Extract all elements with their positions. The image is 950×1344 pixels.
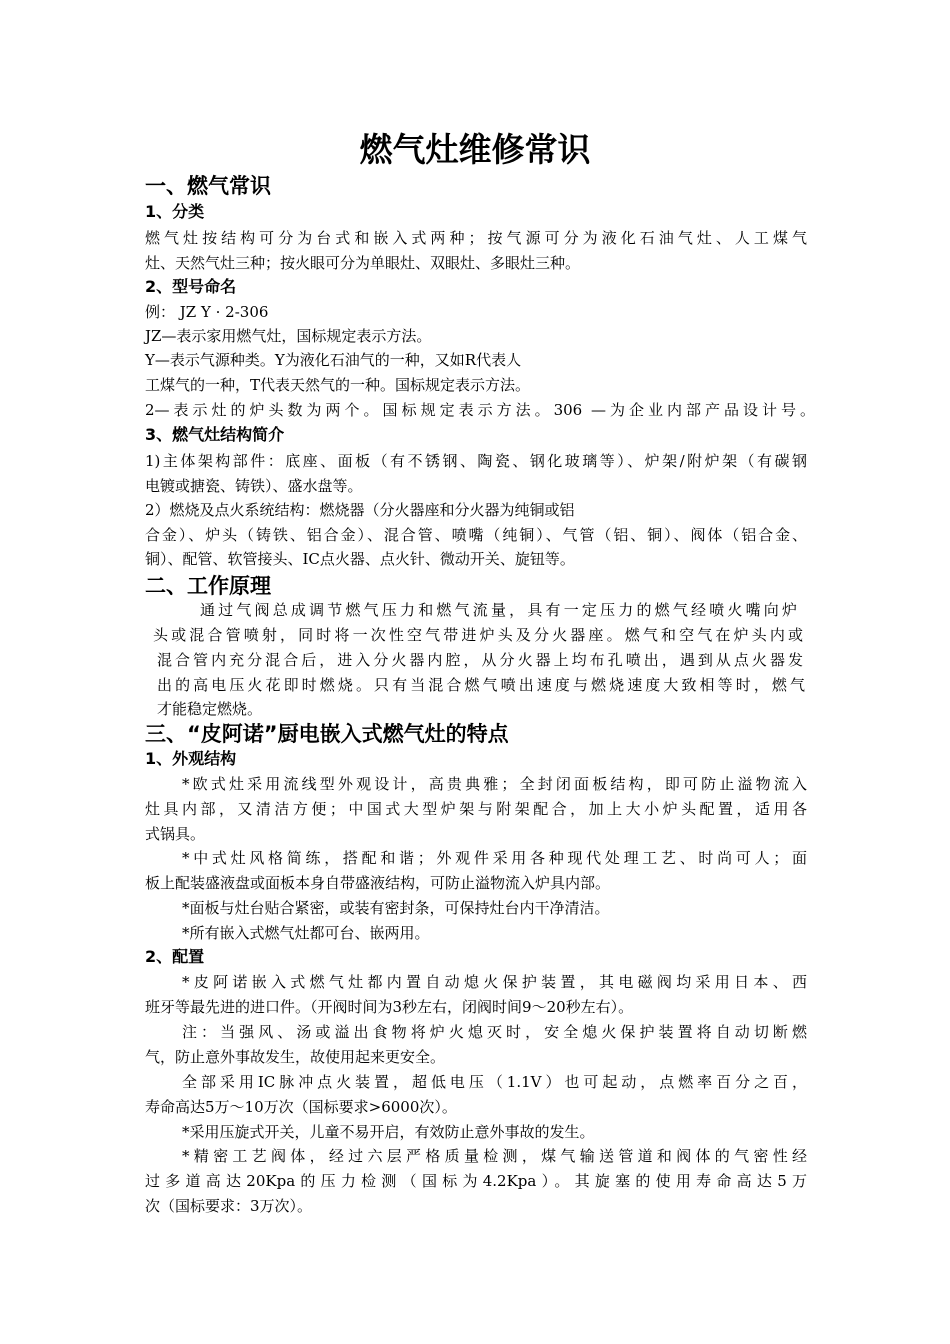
paragraph-line: 电镀或搪瓷、铸铁）、盛水盘等。 xyxy=(145,477,363,495)
subheading-appearance: 1、外观结构 xyxy=(145,749,237,768)
paragraph-line: *所有嵌入式燃气灶都可台、嵌两用。 xyxy=(182,924,430,942)
section-heading-3: 三、“皮阿诺”厨电嵌入式燃气灶的特点 xyxy=(145,722,509,746)
paragraph-line: 合金）、炉头（铸铁、铝合金）、混合管、喷嘴（纯铜）、气管（铝、铜）、阀体（铝合金、 xyxy=(145,526,807,544)
subheading-model-naming: 2、型号命名 xyxy=(145,277,237,296)
paragraph-line: 寿命高达5万～10万次（国标要求>6000次）。 xyxy=(145,1098,457,1116)
paragraph-line: 例： JZ Y · 2-306 xyxy=(145,303,269,321)
paragraph-line: 头或混合管喷射，同时将一次性空气带进炉头及分火器座。燃气和空气在炉头内或 xyxy=(153,626,803,644)
subheading-classification: 1、分类 xyxy=(145,202,205,221)
paragraph-line: *精密工艺阀体，经过六层严格质量检测，煤气输送管道和阀体的气密性经 xyxy=(182,1147,807,1165)
paragraph-line: 1)主体架构部件：底座、面板（有不锈钢、陶瓷、钢化玻璃等）、炉架/附炉架（有碳钢 xyxy=(145,452,807,470)
paragraph-line: 才能稳定燃烧。 xyxy=(157,700,263,718)
paragraph-line: 通过气阀总成调节燃气压力和燃气流量，具有一定压力的燃气经喷火嘴向炉 xyxy=(200,601,797,619)
paragraph-line: 铜）、配管、软管接头、IC点火器、点火针、微动开关、旋钮等。 xyxy=(145,550,575,568)
paragraph-line: 注：当强风、汤或溢出食物将炉火熄灭时，安全熄火保护装置将自动切断燃 xyxy=(182,1023,807,1041)
paragraph-line: 气，防止意外事故发生，故使用起来更安全。 xyxy=(145,1048,446,1066)
paragraph-line: 板上配装盛液盘或面板本身自带盛液结构，可防止溢物流入炉具内部。 xyxy=(145,874,611,892)
subheading-structure: 3、燃气灶结构简介 xyxy=(145,425,285,444)
section-heading-2: 二、工作原理 xyxy=(145,574,271,598)
paragraph-line: 燃气灶按结构可分为台式和嵌入式两种；按气源可分为液化石油气灶、人工煤气 xyxy=(145,229,807,247)
paragraph-line: *面板与灶台贴合紧密，或装有密封条，可保持灶台内干净清洁。 xyxy=(182,899,610,917)
paragraph-line: 出的高电压火花即时燃烧。只有当混合燃气喷出速度与燃烧速度大致相等时，燃气 xyxy=(157,676,805,694)
paragraph-line: 全部采用IC脉冲点火装置，超低电压（1.1V）也可起动，点燃率百分之百， xyxy=(182,1073,807,1091)
paragraph-line: 混合管内充分混合后，进入分火器内腔，从分火器上均布孔喷出，遇到从点火器发 xyxy=(157,651,803,669)
subheading-configuration: 2、配置 xyxy=(145,947,205,966)
section-heading-1: 一、燃气常识 xyxy=(145,174,271,198)
paragraph-line: 2—表示灶的炉头数为两个。国标规定表示方法。306 —为企业内部产品设计号。 xyxy=(145,401,815,419)
paragraph-line: 过多道高达20Kpa的压力检测（国标为4.2Kpa）。其旋塞的使用寿命高达5万 xyxy=(145,1172,807,1190)
paragraph-line: 灶、天然气灶三种；按火眼可分为单眼灶、双眼灶、多眼灶三种。 xyxy=(145,254,581,272)
paragraph-line: Y—表示气源种类。Y为液化石油气的一种，又如R代表人 xyxy=(145,351,522,369)
paragraph-line: *中式灶风格简练，搭配和谐；外观件采用各种现代处理工艺、时尚可人；面 xyxy=(182,849,807,867)
paragraph-line: 灶具内部，又清洁方便；中国式大型炉架与附架配合，加上大小炉头配置，适用各 xyxy=(145,800,807,818)
paragraph-line: *欧式灶采用流线型外观设计，高贵典雅；全封闭面板结构，即可防止溢物流入 xyxy=(182,775,807,793)
paragraph-line: JZ—表示家用燃气灶，国标规定表示方法。 xyxy=(145,327,432,345)
paragraph-line: *皮阿诺嵌入式燃气灶都内置自动熄火保护装置，其电磁阀均采用日本、西 xyxy=(182,973,807,991)
document-title: 燃气灶维修常识 xyxy=(359,130,591,169)
paragraph-line: *采用压旋式开关，儿童不易开启，有效防止意外事故的发生。 xyxy=(182,1123,595,1141)
paragraph-line: 式锅具。 xyxy=(145,825,206,843)
paragraph-line: 2）燃烧及点火系统结构：燃烧器（分火器座和分火器为纯铜或铝 xyxy=(145,501,575,519)
paragraph-line: 次（国标要求：3万次）。 xyxy=(145,1197,313,1215)
paragraph-line: 班牙等最先进的进口件。（开阀时间为3秒左右，闭阀时间9～20秒左右）。 xyxy=(145,998,634,1016)
paragraph-line: 工煤气的一种，T代表天然气的一种。国标规定表示方法。 xyxy=(145,376,531,394)
